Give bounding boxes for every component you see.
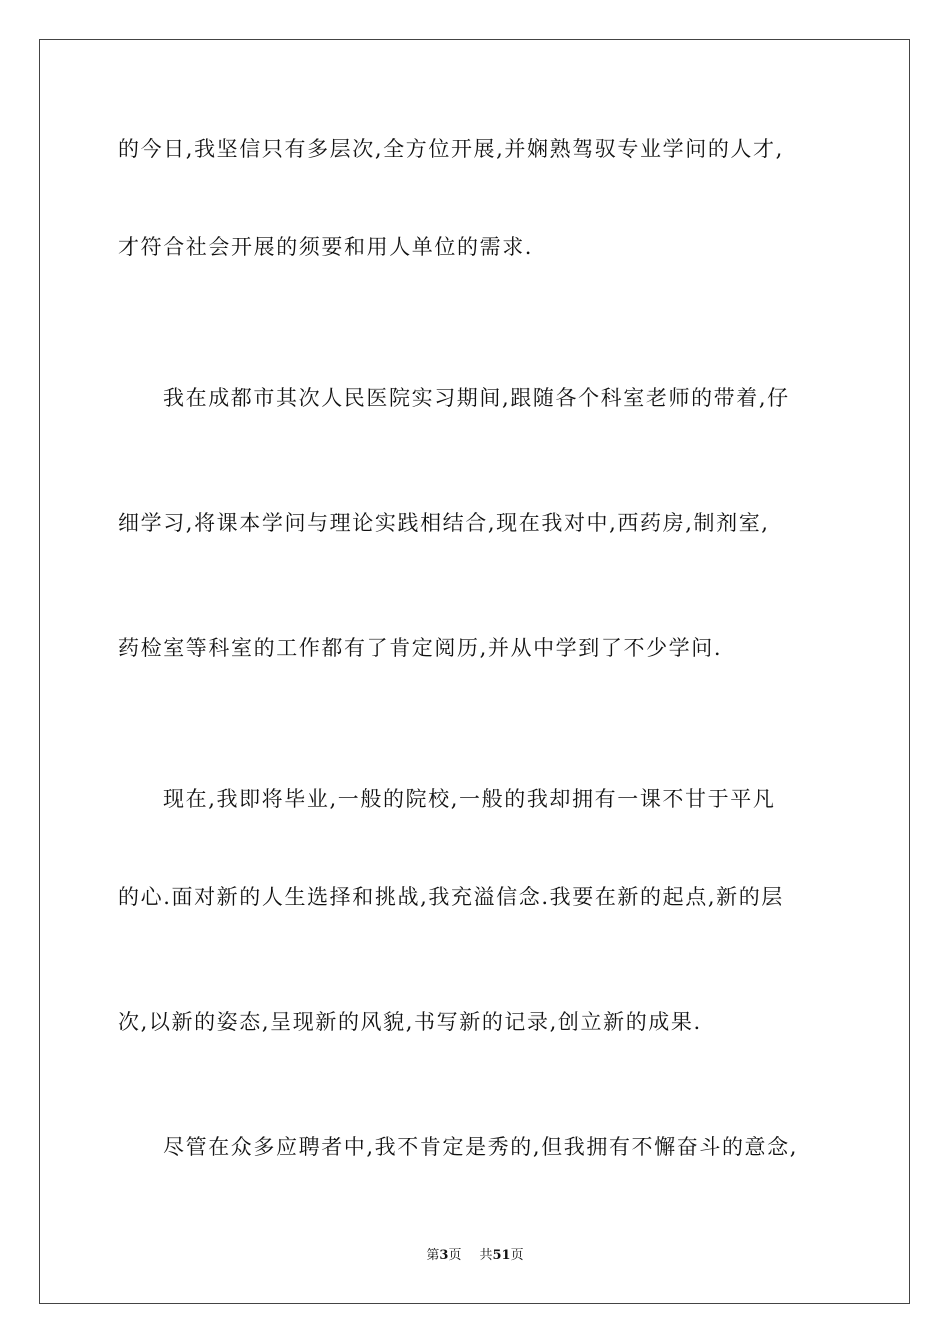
page-border: [39, 39, 910, 1304]
page-prefix: 第: [426, 1248, 440, 1263]
body-line-4: 细学习,将课本学问与理论实践相结合,现在我对中,西药房,制剂室,: [118, 511, 770, 535]
total-suffix: 页: [510, 1248, 524, 1263]
page-number: 3: [439, 1248, 449, 1263]
body-line-7: 的心.面对新的人生选择和挑战,我充溢信念.我要在新的起点,新的层: [118, 885, 784, 909]
body-line-5: 药检室等科室的工作都有了肯定阅历,并从中学到了不少学问.: [118, 636, 723, 660]
body-line-2: 才符合社会开展的须要和用人单位的需求.: [118, 235, 534, 259]
total-pages: 51: [492, 1248, 511, 1263]
body-line-1: 的今日,我坚信只有多层次,全方位开展,并娴熟驾驭专业学问的人才,: [118, 137, 784, 161]
total-prefix: 共: [479, 1248, 493, 1263]
page-footer: [0, 1247, 950, 1265]
body-line-8: 次,以新的姿态,呈现新的风貌,书写新的记录,创立新的成果.: [118, 1010, 702, 1034]
page-suffix: 页: [448, 1248, 462, 1263]
body-line-9: 尽管在众多应聘者中,我不肯定是秀的,但我拥有不懈奋斗的意念,: [163, 1135, 799, 1159]
body-line-6: 现在,我即将毕业,一般的院校,一般的我却拥有一课不甘于平凡: [163, 787, 776, 811]
body-line-3: 我在成都市其次人民医院实习期间,跟随各个科室老师的带着,仔: [163, 386, 790, 410]
